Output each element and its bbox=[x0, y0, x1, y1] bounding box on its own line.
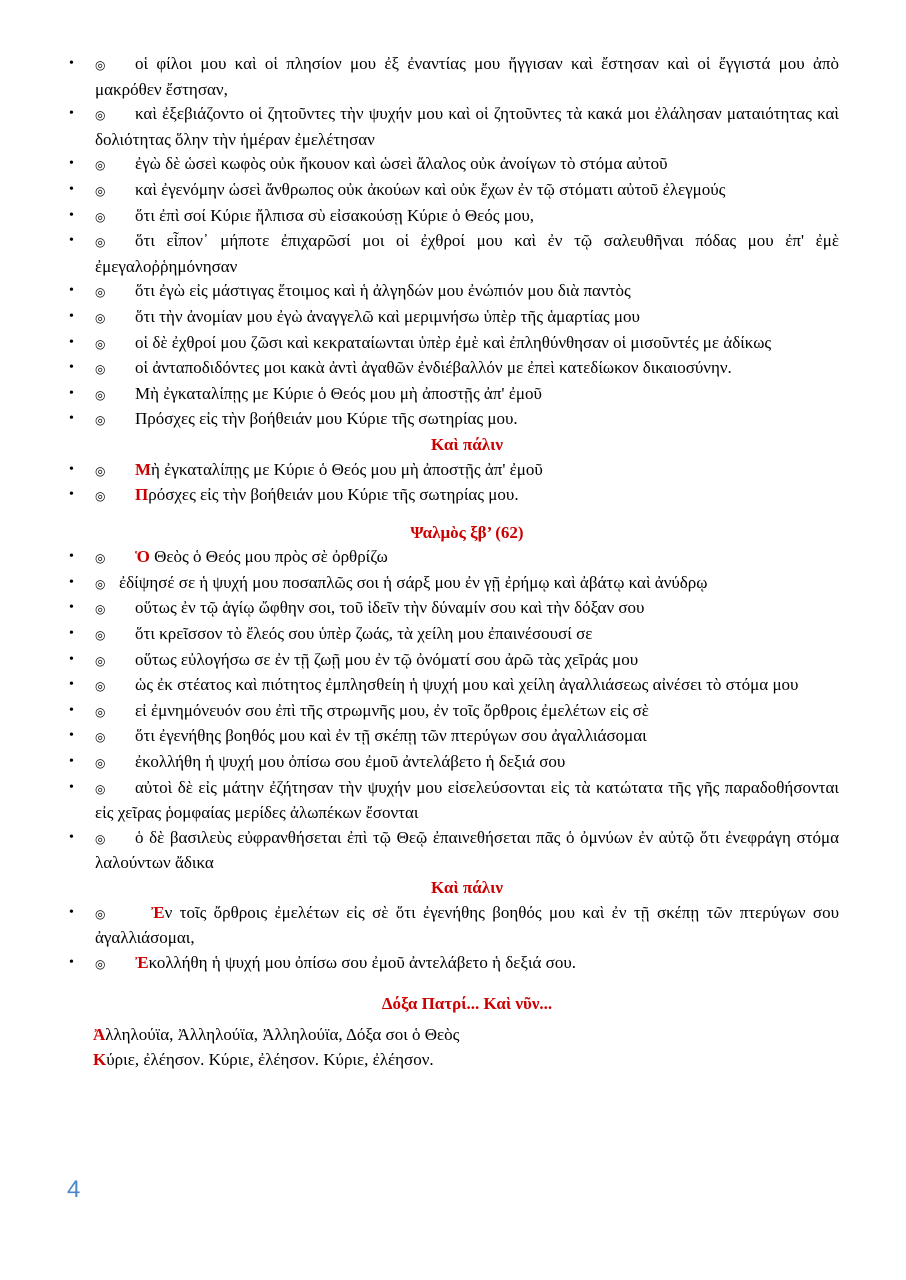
verse-line bbox=[69, 648, 839, 674]
bullet-icon: • bbox=[69, 283, 74, 299]
bullet-icon: • bbox=[69, 411, 74, 427]
bullet-icon: • bbox=[69, 702, 74, 718]
bullet-icon: • bbox=[69, 233, 74, 249]
verse-line bbox=[69, 596, 839, 622]
verse-line bbox=[69, 699, 839, 725]
bullet-icon: • bbox=[69, 754, 74, 770]
bullet-icon: • bbox=[69, 385, 74, 401]
verse-text: ὅτι ἐγὼ εἰς μάστιγας ἕτοιμος καὶ ἡ ἀλγηδών μου ἐνώπιόν μου διὰ παντὸς bbox=[135, 281, 631, 301]
bullet-icon: • bbox=[69, 677, 74, 693]
verse-line bbox=[69, 178, 839, 204]
bullet-icon: • bbox=[69, 549, 74, 565]
circle-mark-icon: ◎ bbox=[95, 336, 106, 351]
circle-mark-icon: ◎ bbox=[95, 463, 106, 478]
verse-list-3 bbox=[69, 545, 839, 876]
circle-mark-icon: ◎ bbox=[95, 235, 106, 250]
circle-mark-icon: ◎ bbox=[95, 489, 106, 504]
verse-text: καὶ ἐξεβιάζοντο οἱ ζητοῦντες τὴν ψυχήν μου καὶ οἱ ζητοῦντες τὰ κακά μοι ἐλάλησαν ματαιότητας καὶ δολιότητας ὅλην τὴν ἡμέραν ἐμελέτησαν bbox=[95, 104, 839, 149]
red-initial: Ἐ bbox=[135, 952, 149, 972]
circle-mark-icon: ◎ bbox=[95, 956, 106, 971]
bullet-icon: • bbox=[69, 334, 74, 350]
circle-mark-icon: ◎ bbox=[95, 387, 106, 402]
verse-line bbox=[69, 229, 839, 279]
circle-mark-icon: ◎ bbox=[95, 756, 106, 771]
bullet-icon: • bbox=[69, 106, 74, 122]
closing-lines bbox=[95, 1023, 839, 1072]
verse-line bbox=[69, 571, 839, 597]
verse-text: Πρόσχες εἰς τὴν βοήθειάν μου Κύριε τῆς σωτηρίας μου. bbox=[135, 409, 518, 429]
circle-mark-icon: ◎ bbox=[95, 781, 106, 796]
page-content bbox=[69, 52, 839, 1072]
bullet-icon: • bbox=[69, 626, 74, 642]
bullet-icon: • bbox=[69, 156, 74, 172]
verse-line bbox=[69, 750, 839, 776]
red-initial: Ἐ bbox=[151, 902, 165, 922]
bullet-icon: • bbox=[69, 207, 74, 223]
verse-line bbox=[69, 776, 839, 826]
circle-mark-icon: ◎ bbox=[95, 310, 106, 325]
verse-text: οὕτως εὐλογήσω σε ἐν τῇ ζωῇ μου ἐν τῷ ὀνόματί σου ἀρῶ τὰς χεῖράς μου bbox=[135, 649, 639, 669]
verse-line bbox=[69, 279, 839, 305]
circle-mark-icon: ◎ bbox=[95, 730, 106, 745]
verse-line bbox=[69, 382, 839, 408]
verse-text: ὅτι κρεῖσσον τὸ ἔλεός σου ὑπὲρ ζωάς, τὰ χείλη μου ἐπαινέσουσί σε bbox=[135, 624, 593, 644]
bullet-icon: • bbox=[69, 954, 74, 970]
verse-line bbox=[69, 724, 839, 750]
bullet-icon: • bbox=[69, 181, 74, 197]
alleluia-line bbox=[93, 1023, 839, 1048]
verse-text: ὅτι ἐπὶ σοί Κύριε ἤλπισα σὺ εἰσακούσῃ Κύριε ὁ Θεός μου, bbox=[135, 205, 535, 225]
verse-line bbox=[69, 826, 839, 876]
verse-line bbox=[69, 52, 839, 102]
bullet-icon: • bbox=[69, 779, 74, 795]
circle-mark-icon: ◎ bbox=[95, 653, 106, 668]
red-initial: Ὁ bbox=[135, 547, 150, 567]
verse-text: ἐδίψησέ σε ἡ ψυχή μου ποσαπλῶς σοι ἡ σάρξ μου ἐν γῇ ἐρήμῳ καὶ ἀβάτῳ καὶ ἀνύδρῳ bbox=[119, 572, 708, 592]
circle-mark-icon: ◎ bbox=[95, 628, 106, 643]
verse-line bbox=[69, 545, 839, 571]
circle-mark-icon: ◎ bbox=[95, 413, 106, 428]
verse-text: οἱ φίλοι μου καὶ οἱ πλησίον μου ἐξ ἐναντίας μου ἤγγισαν καὶ ἔστησαν καὶ οἱ ἔγγιστά μου ἀπὸ μακρόθεν ἔστησαν, bbox=[95, 54, 839, 99]
verse-text: καὶ ἐγενόμην ὡσεὶ ἄνθρωπος οὐκ ἀκούων καὶ οὐκ ἔχων ἐν τῷ στόματι αὐτοῦ ἐλεγμούς bbox=[135, 179, 726, 199]
verse-text: οἱ ἀνταποδιδόντες μοι κακὰ ἀντὶ ἀγαθῶν ἐνδιέβαλλόν με ἐπεὶ κατεδίωκον δικαιοσύνην. bbox=[135, 358, 732, 378]
circle-mark-icon: ◎ bbox=[95, 108, 106, 123]
verse-text: ὅτι τὴν ἀνομίαν μου ἐγὼ ἀναγγελῶ καὶ μεριμνήσω ὑπὲρ τῆς ἁμαρτίας μου bbox=[135, 306, 640, 326]
circle-mark-icon: ◎ bbox=[95, 183, 106, 198]
bullet-icon: • bbox=[69, 461, 74, 477]
circle-mark-icon: ◎ bbox=[95, 209, 106, 224]
verse-line bbox=[69, 152, 839, 178]
kai-palin-heading: Καὶ πάλιν bbox=[431, 878, 503, 897]
page-number: 4 bbox=[67, 1176, 81, 1203]
bullet-icon: • bbox=[69, 651, 74, 667]
bullet-icon: • bbox=[69, 574, 74, 590]
circle-mark-icon: ◎ bbox=[95, 362, 106, 377]
verse-text: ὅτι εἶπον᾿ μήποτε ἐπιχαρῶσί μοι οἱ ἐχθροί μου καὶ ἐν τῷ σαλευθῆναι πόδας μου ἐπ' ἐμὲ ἐμεγαλοῤῥημόνησαν bbox=[95, 231, 839, 276]
verse-line bbox=[69, 204, 839, 230]
verse-line bbox=[69, 622, 839, 648]
circle-mark-icon: ◎ bbox=[95, 285, 106, 300]
verse-line bbox=[69, 483, 839, 509]
verse-text: εἰ ἐμνημόνευόν σου ἐπὶ τῆς στρωμνῆς μου, ἐν τοῖς ὄρθροις ἐμελέτων εἰς σὲ bbox=[135, 700, 649, 720]
verse-line bbox=[69, 102, 839, 152]
verse-line bbox=[69, 458, 839, 484]
verse-line bbox=[69, 673, 839, 699]
verse-line bbox=[69, 305, 839, 331]
bullet-icon: • bbox=[69, 904, 74, 920]
bullet-icon: • bbox=[69, 308, 74, 324]
doxa-heading: Δόξα Πατρί... Καὶ νῦν... bbox=[381, 994, 553, 1014]
red-initial: Π bbox=[135, 485, 149, 505]
circle-mark-icon: ◎ bbox=[95, 906, 106, 921]
verse-text: ἐκολλήθη ἡ ψυχή μου ὀπίσω σου ἐμοῦ ἀντελάβετο ἡ δεξιά σου bbox=[135, 752, 566, 772]
circle-mark-icon: ◎ bbox=[95, 158, 106, 173]
circle-mark-icon: ◎ bbox=[95, 679, 106, 694]
bullet-icon: • bbox=[69, 829, 74, 845]
circle-mark-icon: ◎ bbox=[95, 551, 106, 566]
verse-text: ἐγὼ δὲ ὡσεὶ κωφὸς οὐκ ἤκουον καὶ ὡσεὶ ἄλαλος οὐκ ἀνοίγων τὸ στόμα αὐτοῦ bbox=[135, 154, 668, 174]
verse-text: οὕτως ἐν τῷ ἁγίῳ ὤφθην σοι, τοῦ ἰδεῖν τὴν δύναμίν σου καὶ τὴν δόξαν σου bbox=[135, 598, 645, 618]
circle-mark-icon: ◎ bbox=[95, 704, 106, 719]
verse-text: ὴ ἐγκαταλίπῃς με Κύριε ὁ Θεός μου μὴ ἀποστῇς ἀπ' ἐμοῦ bbox=[151, 459, 543, 479]
verse-line bbox=[69, 331, 839, 357]
verse-text: ρόσχες εἰς τὴν βοήθειάν μου Κύριε τῆς σωτηρίας μου. bbox=[148, 485, 519, 505]
red-initial: Κ bbox=[93, 1049, 107, 1069]
bullet-icon: • bbox=[69, 360, 74, 376]
verse-text: κολλήθη ἡ ψυχή μου ὀπίσω σου ἐμοῦ ἀντελάβετο ἡ δεξιά σου. bbox=[148, 952, 577, 972]
verse-text: ὅτι ἐγενήθης βοηθός μου καὶ ἐν τῇ σκέπῃ τῶν πτερύγων σου ἀγαλλιάσομαι bbox=[135, 726, 647, 746]
bullet-icon: • bbox=[69, 600, 74, 616]
psalm-title: Ψαλμὸς ξβ’ (62) bbox=[410, 522, 524, 542]
verse-text: Θεὸς ὁ Θεός μου πρὸς σὲ ὀρθρίζω bbox=[149, 547, 388, 567]
verse-text: ὡς ἐκ στέατος καὶ πιότητος ἐμπλησθείη ἡ ψυχή μου καὶ χείλη ἀγαλλιάσεως αἰνέσει τὸ στόμα μου bbox=[135, 675, 799, 695]
verse-text: ὁ δὲ βασιλεὺς εὐφρανθήσεται ἐπὶ τῷ Θεῷ ἐπαινεθήσεται πᾶς ὁ ὀμνύων ἐν αὐτῷ ὅτι ἐνεφράγη στόμα λαλούντων ἄδικα bbox=[95, 827, 839, 873]
line-text: ύριε, ἐλέησον. Κύριε, ἐλέησον. Κύριε, ἐλέησον. bbox=[106, 1049, 434, 1069]
circle-mark-icon: ◎ bbox=[95, 602, 106, 617]
verse-line bbox=[69, 407, 839, 433]
verse-line bbox=[69, 356, 839, 382]
line-text: λληλούϊα, Ἀλληλούϊα, Ἀλληλούϊα, Δόξα σοι ὁ Θεὸς bbox=[105, 1024, 460, 1044]
circle-mark-icon: ◎ bbox=[95, 576, 106, 591]
verse-text: ν τοῖς ὄρθροις ἐμελέτων εἰς σὲ ὅτι ἐγενήθης βοηθός μου καὶ ἐν τῇ σκέπῃ τῶν πτερύγων σου ἀγαλλιάσομαι, bbox=[95, 902, 839, 948]
bullet-icon: • bbox=[69, 56, 74, 71]
bullet-icon: • bbox=[69, 487, 74, 503]
verse-text: αὐτοὶ δὲ εἰς μάτην ἐζήτησαν τὴν ψυχήν μου εἰσελεύσονται εἰς τὰ κατώτατα τῆς γῆς παραδοθήσονται εἰς χεῖρας ῥομφαίας μερίδες ἀλωπέκων ἔσονται bbox=[95, 777, 839, 823]
verse-text: οἱ δὲ ἐχθροί μου ζῶσι καὶ κεκραταίωνται ὑπὲρ ἐμὲ καὶ ἐπληθύνθησαν οἱ μισοῦντές με ἀδίκως bbox=[135, 332, 772, 352]
circle-mark-icon: ◎ bbox=[95, 831, 106, 846]
red-initial: Μ bbox=[135, 459, 152, 479]
bullet-icon: • bbox=[69, 728, 74, 744]
kai-palin-heading: Καὶ πάλιν bbox=[431, 434, 503, 454]
verse-list-2 bbox=[69, 458, 839, 509]
red-initial: Ἀ bbox=[93, 1024, 106, 1044]
verse-line bbox=[69, 901, 839, 951]
verse-list-1 bbox=[69, 52, 839, 433]
kyrie-line bbox=[93, 1048, 839, 1073]
verse-list-4 bbox=[69, 901, 839, 977]
verse-text: Μὴ ἐγκαταλίπῃς με Κύριε ὁ Θεός μου μὴ ἀποστῇς ἀπ' ἐμοῦ bbox=[135, 383, 542, 403]
circle-mark-icon: ◎ bbox=[95, 58, 106, 72]
verse-line bbox=[69, 951, 839, 977]
